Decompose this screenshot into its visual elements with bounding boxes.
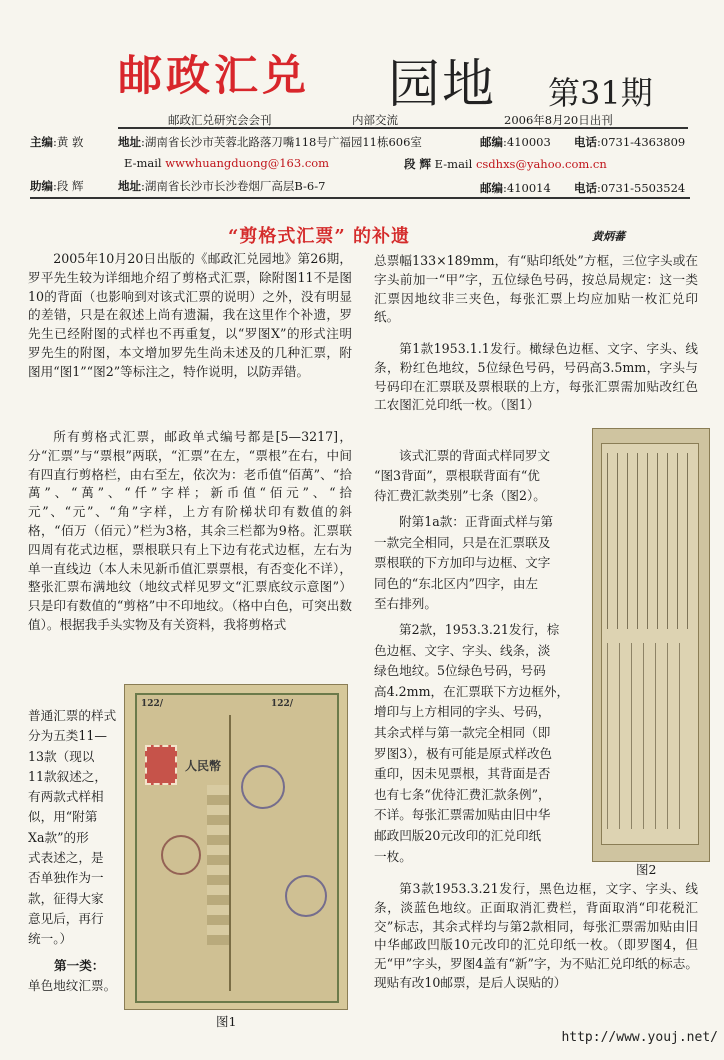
- chief-address-label: 地址: [118, 135, 141, 149]
- left-narrow-line: 否单独作为一: [28, 870, 104, 886]
- right-line: 绿色地纹。5位绿色号码，号码: [374, 663, 546, 679]
- class-heading: 第一类：: [54, 957, 105, 973]
- chief-postcode: [480, 134, 551, 150]
- right-line: 其余式样与第一款完全相同（即: [374, 724, 551, 740]
- chief-address-value: :湖南省长沙市芙蓉北路落刀嘴118号广福园11栋606室: [141, 135, 422, 149]
- left-narrow-line: 似，用“附第: [28, 809, 98, 825]
- assistant-email-link[interactable]: csdhxs@yahoo.com.cn: [475, 157, 607, 171]
- stamp-icon: [145, 745, 177, 785]
- left-narrow-paragraph: [28, 706, 122, 996]
- chief-phone: [574, 134, 685, 150]
- assistant-editor-label: 助编: [30, 179, 53, 193]
- right-line: 一枚。: [374, 848, 412, 864]
- header-rule-bottom: [30, 197, 690, 199]
- order-number-right: 122/: [271, 699, 294, 709]
- assistant-address-label: 地址: [118, 179, 141, 193]
- circulation-note: 内部交流: [352, 113, 398, 127]
- postmark-icon: [161, 835, 201, 875]
- right-line: 第2款，1953.3.21发行，棕: [399, 622, 560, 637]
- footer-url-link[interactable]: http://www.youj.net/: [561, 1030, 718, 1045]
- chief-email-link[interactable]: wwwhuangduong@163.com: [165, 156, 330, 170]
- right-paragraph-2: 第1款1953.1.1发行。橄绿色边框、文字、字头、线条，粉红色地纹，5位绿色号码，号码高3.5mm，字头与号码印在汇票联及票根联的上方，每张汇票需加贴改红色工农图汇兑印纸一枚。（图1）: [374, 341, 698, 413]
- assistant-post-label: 邮编: [480, 181, 503, 195]
- right-line: 邮政凹版20元改印的汇兑印纸: [374, 827, 542, 843]
- right-line: 同色的“东北区内”四字，由左: [374, 575, 539, 591]
- right-line: 不详。每张汇票需加贴由旧中华: [374, 807, 551, 823]
- assistant-editor: [30, 178, 84, 194]
- chief-post-value: :410003: [503, 135, 551, 149]
- right-paragraph-1: 总票幅133×189mm，有“贴印纸处”方框，三位字头或在字头前加一“甲”字，五位绿色号码，按总局规定：这一类汇票因地纹非三夹色，每张汇票上均应加贴一枚汇兑印纸。: [374, 253, 698, 325]
- issue-number: 第31期: [548, 74, 653, 112]
- left-paragraph-2: 所有剪格式汇票，邮政单式编号都是[5—3217]，分“汇票”与“票根”两联，“汇票”在左，“票根”在右，中间有四直行剪格栏，由右至左，依次为：老币值“佰萬”、“拾萬”、“萬”、“仟”字样；新币值“佰元”、“拾元”、“元”、“角”字样，上方有阶梯状印有数值的斜格，“佰万（佰元）”栏为3格，其余三栏都为9格。汇票联四周有花式边框，票根联只有上下边有花式边框，左右为单一直线边（本人未见新币值汇票票根，有否变化不详），整张汇票布满地纹（地纹式样见罗文“汇票底纹示意图”）只是印有数值的“剪格”中不印地纹。（格中白色，可突出数值）。根据我手头实物及有关资料，我将剪格式: [28, 429, 352, 632]
- left-narrow-line: 意见后，再行: [28, 910, 104, 926]
- assistant-phone-value: :0731-5503524: [597, 181, 686, 195]
- right-line: 一款完全相同，只是在汇票联及: [374, 534, 551, 550]
- left-narrow-line: 13款（现以: [28, 748, 95, 764]
- right-line: 也有七条“优待汇费汇款条例”，: [374, 786, 551, 802]
- postmark-icon: [285, 875, 327, 917]
- assistant-address: [118, 178, 325, 194]
- right-paragraph-4: [374, 512, 596, 615]
- class-description: 单色地纹汇票。: [28, 977, 117, 993]
- article-title: “剪格式汇票” 的补遗: [228, 226, 410, 247]
- chief-phone-value: :0731-4363809: [597, 135, 686, 149]
- right-line: 高4.2mm，在汇票联下方边框外，: [374, 683, 570, 699]
- right-line: 附第1a款：正背面式样与第: [399, 514, 554, 529]
- chief-editor-label: 主编: [30, 135, 53, 149]
- article-author: 黄炳蕃: [592, 230, 625, 243]
- right-line: 重印，因未见票根，其背面是否: [374, 766, 551, 782]
- left-narrow-line: Xa款”的形: [28, 829, 89, 845]
- figure-2-caption: 图2: [636, 862, 657, 877]
- chief-editor: [30, 134, 84, 150]
- left-paragraph-1: 2005年10月20日出版的《邮政汇兑园地》第26期，罗平先生较为详细地介绍了剪格式汇票，除附图11不是图10的背面（也影响到对该式汇票的说明）之外，没有明显的差错，只是在叙述上尚有遗漏，我在这里作个补遗，罗先生已经附图的式样也不再重复，以“罗图X”的形式注明罗先生的附图，本文增加罗先生尚未述及的几种汇票，附图用“图1”“图2”等标注之，特作说明，以防弄错。: [28, 251, 352, 379]
- header-rule-top: [118, 127, 688, 129]
- right-paragraph-6: 第3款1953.3.21发行，黑色边框，文字、字头、线条，淡蓝色地纹。正面取消汇费栏，背面取消“印花税汇交”标志，其余式样均与第2款相同，每张汇票需加贴由旧中华邮政凹版10元改印的汇兑印纸一枚。（即罗图4，但无“甲”字头，罗图4盖有“新”字，为不贴汇兑印纸的标志。现贴有改10邮票，是后人误贴的）: [374, 881, 698, 990]
- chief-post-label: 邮编: [480, 135, 503, 149]
- left-narrow-line: 普通汇票的样式: [28, 708, 117, 723]
- stub-text-columns: [607, 453, 691, 629]
- right-line: 增印与上方相同的字头、号码，: [374, 704, 551, 720]
- chief-email: [124, 156, 329, 170]
- right-line: 色边框、文字、字头、线条，淡: [374, 642, 551, 658]
- left-narrow-line: 款，征得大家: [28, 890, 104, 906]
- assistant-postcode: [480, 180, 551, 196]
- assistant-post-value: :410014: [503, 181, 551, 195]
- left-narrow-line: 11款叙述之，: [28, 768, 107, 784]
- chief-email-label: E-mail: [124, 156, 162, 170]
- assistant-phone-label: 电话: [574, 181, 597, 195]
- figure-2-photo: [592, 428, 710, 862]
- assistant-editor-name: :段 辉: [53, 179, 84, 193]
- assistant-email-label: E-mail: [434, 157, 473, 171]
- postmark-icon: [241, 765, 285, 809]
- right-line: 待汇费汇款类别”七条（图2）。: [374, 488, 546, 503]
- publisher-line: 邮政汇兑研究会会刊: [168, 113, 272, 127]
- assistant-address-value: :湖南省长沙市长沙卷烟厂高层B-6-7: [141, 179, 326, 193]
- right-paragraph-5: [374, 620, 596, 867]
- assistant-name-short: 段 辉: [404, 157, 432, 171]
- right-line: 罗图3），极有可能是原式样改色: [374, 745, 553, 761]
- chief-address: [118, 134, 422, 150]
- left-narrow-line: 统一。）: [28, 931, 73, 947]
- assistant-email: [404, 156, 607, 172]
- divider-line: [229, 715, 231, 991]
- left-narrow-line: 分为五类11—: [28, 728, 107, 744]
- left-narrow-line: 有两款式样相: [28, 789, 104, 805]
- right-line: 至右排列。: [374, 596, 437, 611]
- left-narrow-line: 式表述之，是: [28, 850, 104, 866]
- chief-editor-name: :黄 敦: [53, 135, 84, 149]
- right-line: 该式汇票的背面式样同罗文: [399, 448, 551, 463]
- masthead-title: 邮政汇兑: [118, 52, 310, 101]
- figure-1-caption: 图1: [216, 1014, 237, 1029]
- publish-date: 2006年8月20日出刊: [504, 113, 613, 127]
- right-line: “图3背面”，票根联背面有“优: [374, 468, 540, 483]
- order-number-left: 122/: [141, 699, 164, 709]
- currency-label: 人民幣: [185, 759, 222, 773]
- right-line: 票根联的下方加印与边框、文字: [374, 555, 551, 570]
- masthead-subtitle: 园地: [388, 55, 497, 115]
- right-paragraph-3: [374, 446, 596, 506]
- chief-phone-label: 电话: [574, 135, 597, 149]
- figure-1-photo: [124, 684, 348, 1010]
- cut-grid-column: [207, 785, 229, 945]
- stub-text-columns-lower: [607, 643, 691, 829]
- assistant-phone: [574, 180, 685, 196]
